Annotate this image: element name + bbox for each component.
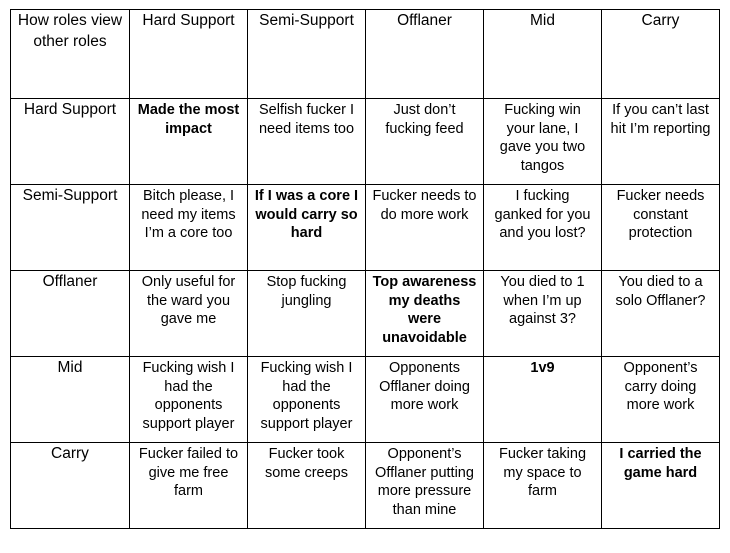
table-cell: Fucking win your lane, I gave you two tangos bbox=[484, 99, 602, 185]
table-cell: I fucking ganked for you and you lost? bbox=[484, 185, 602, 271]
table-cell: Fucker took some creeps bbox=[248, 443, 366, 529]
column-header-offlaner: Offlaner bbox=[366, 10, 484, 99]
table-cell: Fucker needs constant protection bbox=[602, 185, 720, 271]
table-cell: Opponent’s Offlaner putting more pressure than mine bbox=[366, 443, 484, 529]
table-cell: Just don’t fucking feed bbox=[366, 99, 484, 185]
table-cell: Only useful for the ward you gave me bbox=[130, 271, 248, 357]
header-row bbox=[11, 10, 720, 99]
table-cell: Selfish fucker I need items too bbox=[248, 99, 366, 185]
table-cell: You died to a solo Offlaner? bbox=[602, 271, 720, 357]
table-cell: Made the most impact bbox=[130, 99, 248, 185]
row-header-carry: Carry bbox=[11, 443, 130, 529]
row-carry bbox=[11, 443, 720, 529]
table-cell: Stop fucking jungling bbox=[248, 271, 366, 357]
table-cell: Fucker failed to give me free farm bbox=[130, 443, 248, 529]
table-cell: Fucker needs to do more work bbox=[366, 185, 484, 271]
table-cell: Fucking wish I had the opponents support player bbox=[248, 357, 366, 443]
table-cell: You died to 1 when I’m up against 3? bbox=[484, 271, 602, 357]
table-cell: Top awareness my deaths were unavoidable bbox=[366, 271, 484, 357]
table-cell: Fucking wish I had the opponents support player bbox=[130, 357, 248, 443]
row-header-mid: Mid bbox=[11, 357, 130, 443]
roles-table bbox=[10, 9, 720, 529]
table-cell: 1v9 bbox=[484, 357, 602, 443]
table-cell: If I was a core I would carry so hard bbox=[248, 185, 366, 271]
row-header-semi-support: Semi-Support bbox=[11, 185, 130, 271]
table-cell: I carried the game hard bbox=[602, 443, 720, 529]
row-header-hard-support: Hard Support bbox=[11, 99, 130, 185]
table-cell: Bitch please, I need my items I’m a core too bbox=[130, 185, 248, 271]
row-mid bbox=[11, 357, 720, 443]
column-header-carry: Carry bbox=[602, 10, 720, 99]
table-cell: Fucker taking my space to farm bbox=[484, 443, 602, 529]
corner-header: How roles view other roles bbox=[11, 10, 130, 99]
row-header-offlaner: Offlaner bbox=[11, 271, 130, 357]
column-header-mid: Mid bbox=[484, 10, 602, 99]
table-cell: Opponents Offlaner doing more work bbox=[366, 357, 484, 443]
row-semi-support bbox=[11, 185, 720, 271]
column-header-semi-support: Semi-Support bbox=[248, 10, 366, 99]
row-offlaner bbox=[11, 271, 720, 357]
row-hard-support bbox=[11, 99, 720, 185]
column-header-hard-support: Hard Support bbox=[130, 10, 248, 99]
table-cell: If you can’t last hit I’m reporting bbox=[602, 99, 720, 185]
table-cell: Opponent’s carry doing more work bbox=[602, 357, 720, 443]
